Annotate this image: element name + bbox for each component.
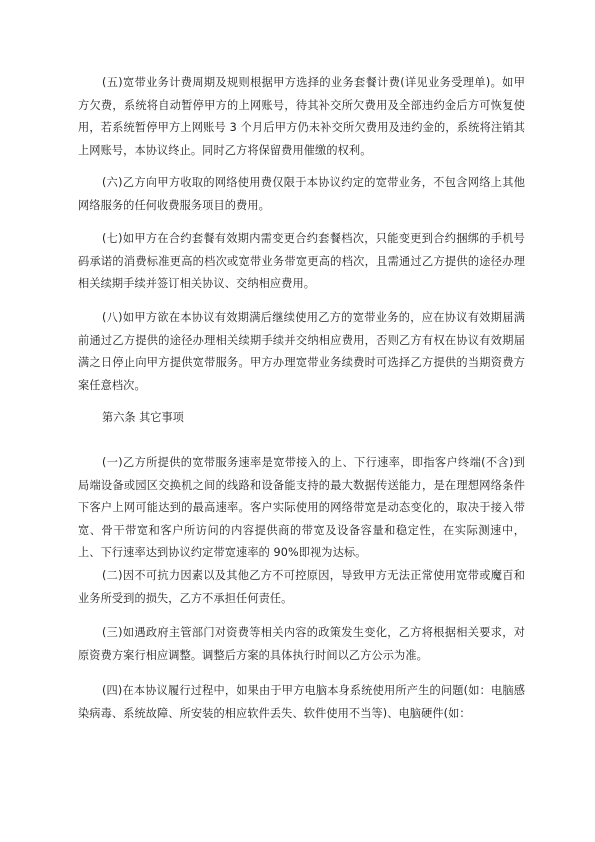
section-clause-1-paragraph: (一)乙方所提供的宽带服务速率是宽带接入的上、下行速率，即指客户终端(不含)到局端设备或园区交换机之间的线路和设备能支持的最大数据传送能力，是在理想网络条件下客户上网可能达到的最高速率。客户实际使用的网络带宽是动态变化的，取决于接入带宽、骨干带宽和客户所访问的内容提供商的带宽及设备容量和稳定性，在实际测速中，上、下行速率达到协议约定带宽速率的 90%即视为达标。 bbox=[78, 456, 525, 559]
clause-5-paragraph: (五)宽带业务计费周期及规则根据甲方选择的业务套餐计费(详见业务受理单)。如甲方欠费，系统将自动暂停甲方的上网账号，待其补交所欠费用及全部违约金后方可恢复使用，若系统暂停甲方上网账号 3 个月后甲方仍未补交所欠费用及违约金的，系统将注销其上网账号，本协议终止。同时乙方将保留费用催缴的权利。 bbox=[78, 76, 525, 157]
section-heading: 第六条 其它事项 bbox=[102, 411, 184, 424]
clause-6-paragraph: (六)乙方向甲方收取的网络使用费仅限于本协议约定的宽带业务，不包含网络上其他网络服务的任何收费服务项目的费用。 bbox=[78, 176, 525, 212]
section-clause-4-paragraph: (四)在本协议履行过程中，如果由于甲方电脑本身系统使用所产生的问题(如：电脑感染病毒、系统故障、所安装的相应软件丢失、软件使用不当等)、电脑硬件(如： bbox=[78, 684, 525, 720]
section-clause-2-paragraph: (二)因不可抗力因素以及其他乙方不可控原因，导致甲方无法正常使用宽带或魔百和业务所受到的损失，乙方不承担任何责任。 bbox=[78, 569, 525, 605]
section-clause-3-paragraph: (三)如遇政府主管部门对资费等相关内容的政策发生变化，乙方将根据相关要求，对原资费方案行相应调整。调整后方案的具体执行时间以乙方公示为准。 bbox=[78, 626, 525, 662]
clause-8-paragraph: (八)如甲方欲在本协议有效期满后继续使用乙方的宽带业务的，应在协议有效期届满前通过乙方提供的途径办理相关续期手续并交纳相应费用，否则乙方有权在协议有效期届满之日停止向甲方提供宽带服务。甲方办理宽带业务续费时可选择乙方提供的当期资费方案任意档次。 bbox=[78, 311, 525, 392]
clause-7-paragraph: (七)如甲方在合约套餐有效期内需变更合约套餐档次，只能变更到合约捆绑的手机号码承诺的消费标准更高的档次或宽带业务带宽更高的档次，且需通过乙方提供的途径办理相关续期手续并签订相关协议、交纳相应费用。 bbox=[78, 232, 525, 290]
